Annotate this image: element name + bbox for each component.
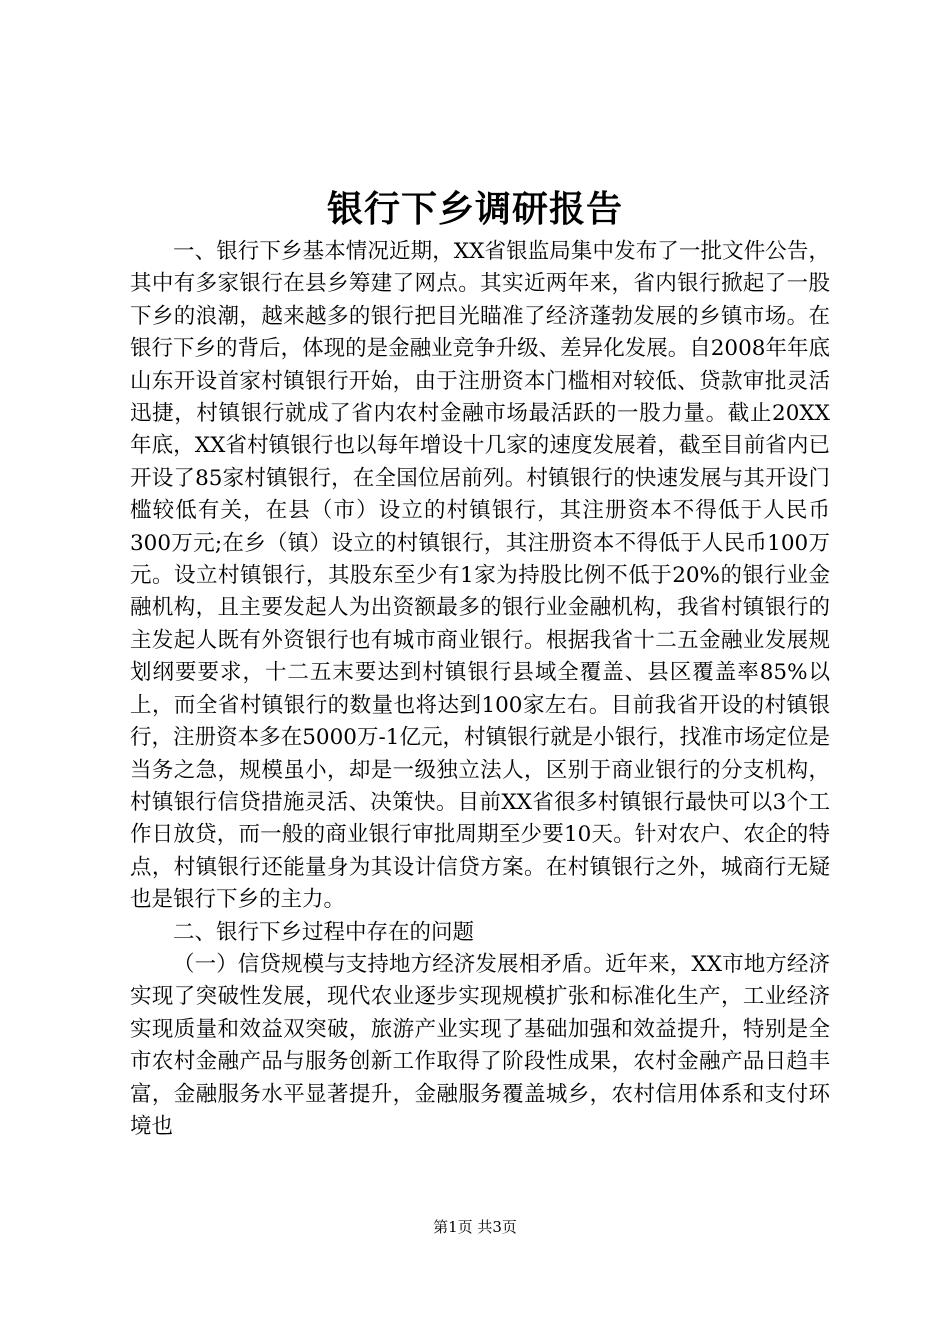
paragraph-credit-scale: （一）信贷规模与支持地方经济发展相矛盾。近年来，XX市地方经济实现了突破性发展，现代农业逐步实现规模扩张和标准化生产，工业经济实现质量和效益双突破，旅游产业实现了基础加强和效益提升，特别是全市农村金融产品与服务创新工作取得了阶段性成果，农村金融产品日趋丰富，金融服务水平显著提升，金融服务覆盖城乡，农村信用体系和支付环境也 xyxy=(130,951,830,1139)
paragraph-basic-situation: 一、银行下乡基本情况近期，XX省银监局集中发布了一批文件公告，其中有多家银行在县乡筹建了网点。其实近两年来，省内银行掀起了一股下乡的浪潮，越来越多的银行把目光瞄准了经济蓬勃发展的乡镇市场。在银行下乡的背后，体现的是金融业竞争升级、差异化发展。自2008年年底山东开设首家村镇银行开始，由于注册资本门槛相对较低、贷款审批灵活迅捷，村镇银行就成了省内农村金融市场最活跃的一股力量。截止20XX年底，XX省村镇银行也以每年增设十几家的速度发展着，截至目前省内已开设了85家村镇银行，在全国位居前列。村镇银行的快速发展与其开设门槛较低有关，在县（市）设立的村镇银行，其注册资本不得低于人民币300万元;在乡（镇）设立的村镇银行，其注册资本不得低于人民币100万元。设立村镇银行，其股东至少有1家为持股比例不低于20%的银行业金融机构，且主要发起人为出资额最多的银行业金融机构，我省村镇银行的主发起人既有外资银行也有城市商业银行。根据我省十二五金融业发展规划纲要要求，十二五末要达到村镇银行县域全覆盖、县区覆盖率85%以上，而全省村镇银行的数量也将达到100家左右。目前我省开设的村镇银行，注册资本多在5000万-1亿元，村镇银行就是小银行，找准市场定位是当务之急，规模虽小，却是一级独立法人，区别于商业银行的分支机构，村镇银行信贷措施灵活、决策快。目前XX省很多村镇银行最快可以3个工作日放贷，而一般的商业银行审批周期至少要10天。针对农户、农企的特点，村镇银行还能量身为其设计信贷方案。在村镇银行之外，城商行无疑也是银行下乡的主力。 xyxy=(130,239,830,913)
page-footer: 第1页 共3页 xyxy=(433,1218,517,1236)
document-title: 银行下乡调研报告 xyxy=(326,188,623,230)
paragraph-problems-heading: 二、银行下乡过程中存在的问题 xyxy=(173,919,475,945)
document-body xyxy=(130,236,830,1143)
